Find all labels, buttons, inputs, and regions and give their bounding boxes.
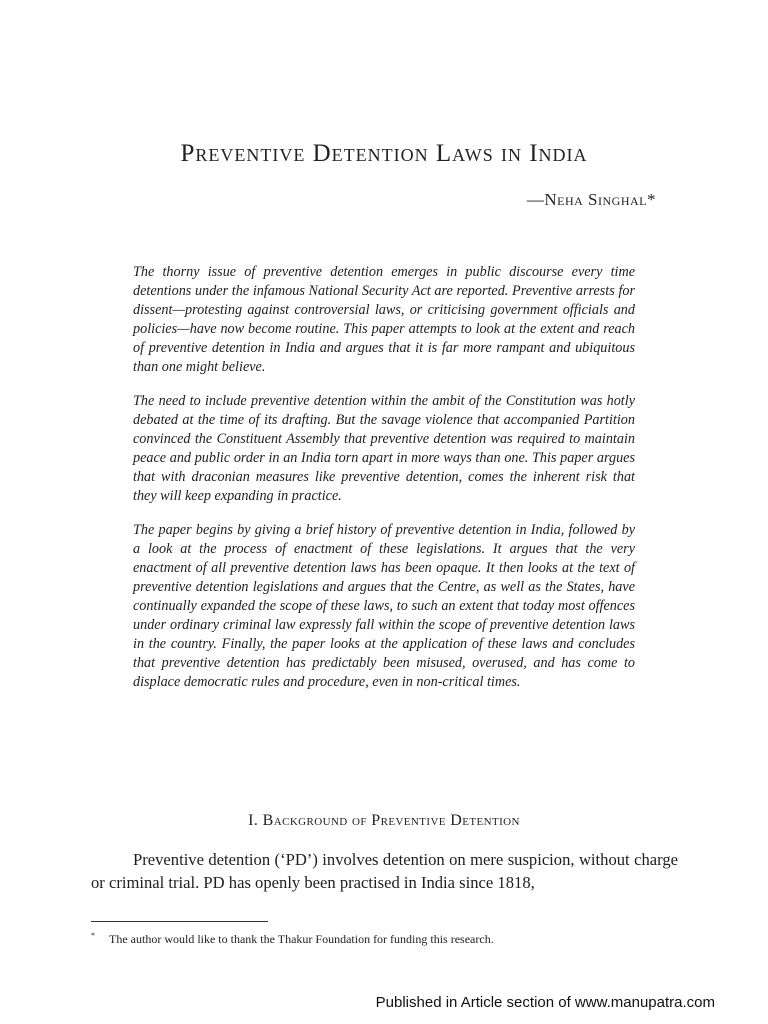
publisher-note: Published in Article section of www.manupatra.com bbox=[375, 994, 715, 1011]
abstract-paragraph-1: The thorny issue of preventive detention emerges in public discourse every time detentions under the infamous National Security Act are reported. Preventive arrests for dissent—protesting against controversial laws, or criticising government officials and policies—have now become routine. This paper attempts to look at the extent and reach of preventive detention in India and argues that it is far more rampant and ubiquitous than one might believe. bbox=[133, 264, 635, 375]
footnote-divider bbox=[91, 921, 268, 922]
abstract-paragraph-3: The paper begins by giving a brief history of preventive detention in India, followed by a look at the process of enactment of these legislations. It argues that the very enactment of all preventive detention laws has been opaque. It then looks at the text of preventive detention legislations and argues that the Centre, as well as the States, have continually expanded the scope of these laws, to such an extent that today most offences under ordinary criminal law expressly fall within the scope of preventive detention laws in the country. Finally, the paper looks at the application of these laws and concludes that preventive detention has predictably been misused, overused, and has come to displace democratic rules and procedure, even in non-critical times. bbox=[133, 522, 635, 690]
footnote-mark: * bbox=[91, 931, 95, 940]
footnote bbox=[91, 928, 691, 947]
abstract-paragraph-2: The need to include preventive detention within the ambit of the Constitution was hotly debated at the time of its drafting. But the savage violence that accompanied Partition convinced the Constituent Assembly that preventive detention was required to maintain peace and public order in an India torn apart in more ways than one. This paper argues that with draconian measures like preventive detention, comes the inherent risk that they will keep expanding in practice. bbox=[133, 393, 635, 504]
paper-title: Preventive Detention Laws in India bbox=[180, 140, 588, 167]
body-paragraph: Preventive detention (‘PD’) involves detention on mere suspicion, without charge or criminal trial. PD has openly been practised in India since 1818, bbox=[91, 850, 678, 892]
abstract bbox=[133, 263, 635, 707]
section-heading: I. Background of Preventive Detention bbox=[248, 812, 520, 829]
footnote-text: The author would like to thank the Thakur Foundation for funding this research. bbox=[109, 932, 494, 946]
paper-author: —Neha Singhal* bbox=[526, 190, 656, 209]
